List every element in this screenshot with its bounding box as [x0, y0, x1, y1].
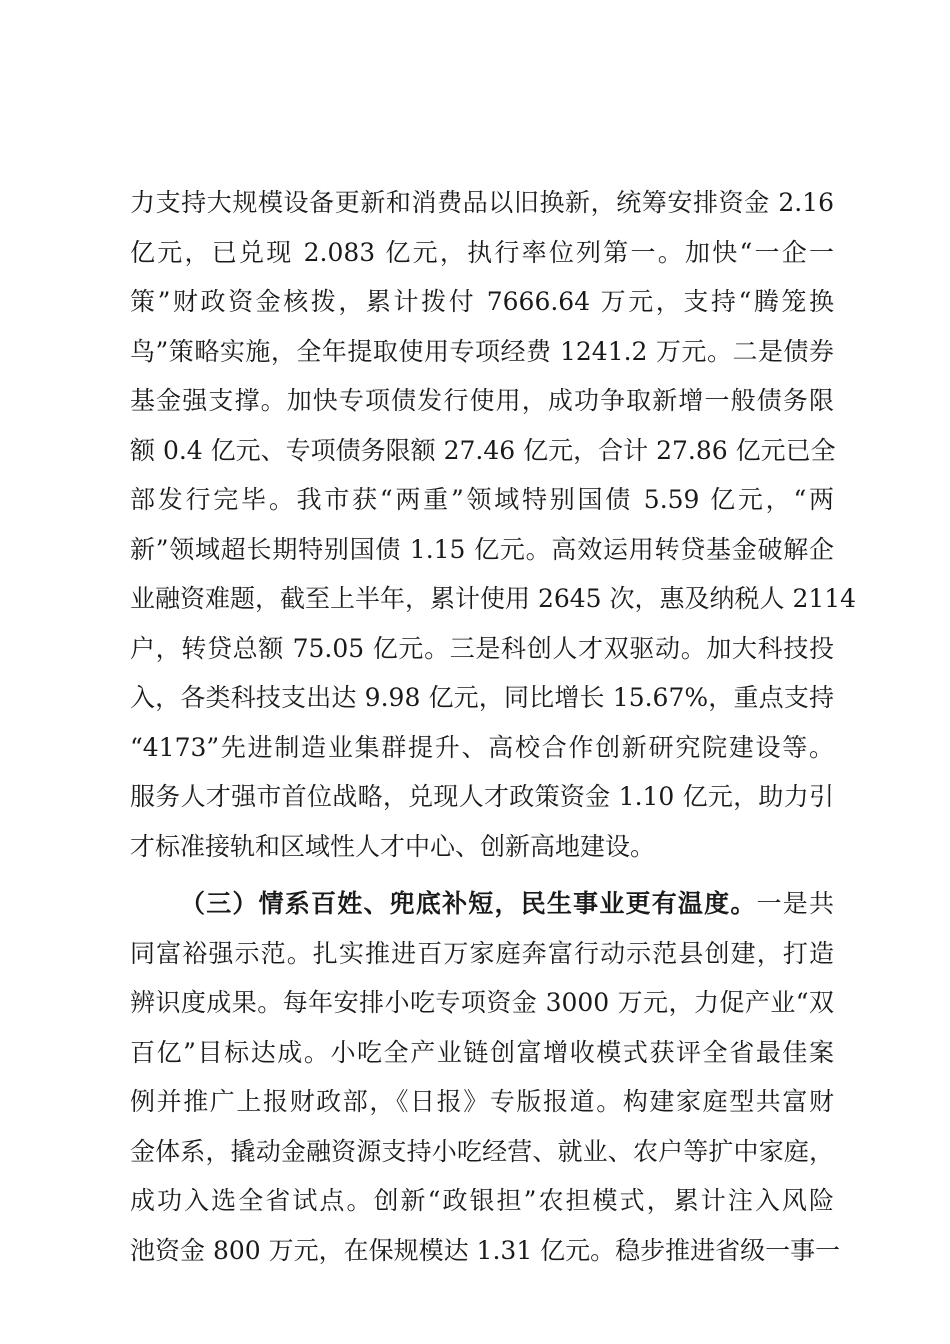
text-line: 成功入选全省试点。创新“政银担”农担模式，累计注入风险	[130, 1186, 834, 1215]
text-line: 服务人才强市首位战略，兑现人才政策资金 1.10 亿元，助力引	[130, 782, 834, 811]
text-line: 辨识度成果。每年安排小吃专项资金 3000 万元，力促产业“双	[130, 988, 834, 1017]
text-line: 池资金 800 万元，在保规模达 1.31 亿元。稳步推进省级一事一	[130, 1235, 841, 1265]
text-line: 力支持大规模设备更新和消费品以旧换新，统筹安排资金 2.16	[130, 188, 834, 217]
text-line: 亿元，已兑现 2.083 亿元，执行率位列第一。加快“一企一	[130, 237, 834, 267]
text-line: 业融资难题，截至上半年，累计使用 2645 次，惠及纳税人 2114	[130, 584, 857, 613]
text-line: 策”财政资金核拨，累计拨付 7666.64 万元，支持“腾笼换	[130, 287, 834, 316]
text-line: 新”领域超长期特别国债 1.15 亿元。高效运用转贷基金破解企	[130, 534, 834, 564]
text-line: 才标准接轨和区域性人才中心、创新高地建设。	[130, 831, 656, 861]
text-line: 百亿”目标达成。小吃全产业链创富增收模式获评全省最佳案	[130, 1037, 834, 1067]
paragraph-heading-line	[130, 879, 834, 929]
text-line: 同富裕强示范。扎实推进百万家庭奔富行动示范县创建，打造	[130, 938, 834, 968]
paragraph-1	[130, 178, 857, 871]
text-line: 鸟”策略实施，全年提取使用专项经费 1241.2 万元。二是债券	[130, 336, 834, 366]
text-line: 入，各类科技支出达 9.98 亿元，同比增长 15.67%，重点支持	[130, 683, 834, 712]
section-heading: （三）情系百姓、兜底补短，民生事业更有温度。	[180, 889, 757, 918]
heading-line-continuation: 一是共	[756, 889, 834, 918]
text-line: 户，转贷总额 75.05 亿元。三是科创人才双驱动。加大科技投	[130, 633, 834, 663]
text-line: 基金强支撑。加快专项债发行使用，成功争取新增一般债务限	[130, 386, 834, 415]
text-line: 例并推广上报财政部，《日报》专版报道。构建家庭型共富财	[130, 1087, 834, 1116]
text-line: 金体系，撬动金融资源支持小吃经营、就业、农户等扩中家庭，	[130, 1136, 834, 1166]
paragraph-spacer	[130, 871, 834, 879]
text-line: “4173”先进制造业集群提升、高校合作创新研究院建设等。	[130, 732, 834, 762]
document-body	[130, 178, 857, 1275]
text-line: 部发行完毕。我市获“两重”领域特别国债 5.59 亿元，“两	[130, 485, 834, 514]
text-line: 额 0.4 亿元、专项债务限额 27.46 亿元，合计 27.86 亿元已全	[130, 435, 836, 465]
paragraph-2	[130, 879, 841, 1275]
